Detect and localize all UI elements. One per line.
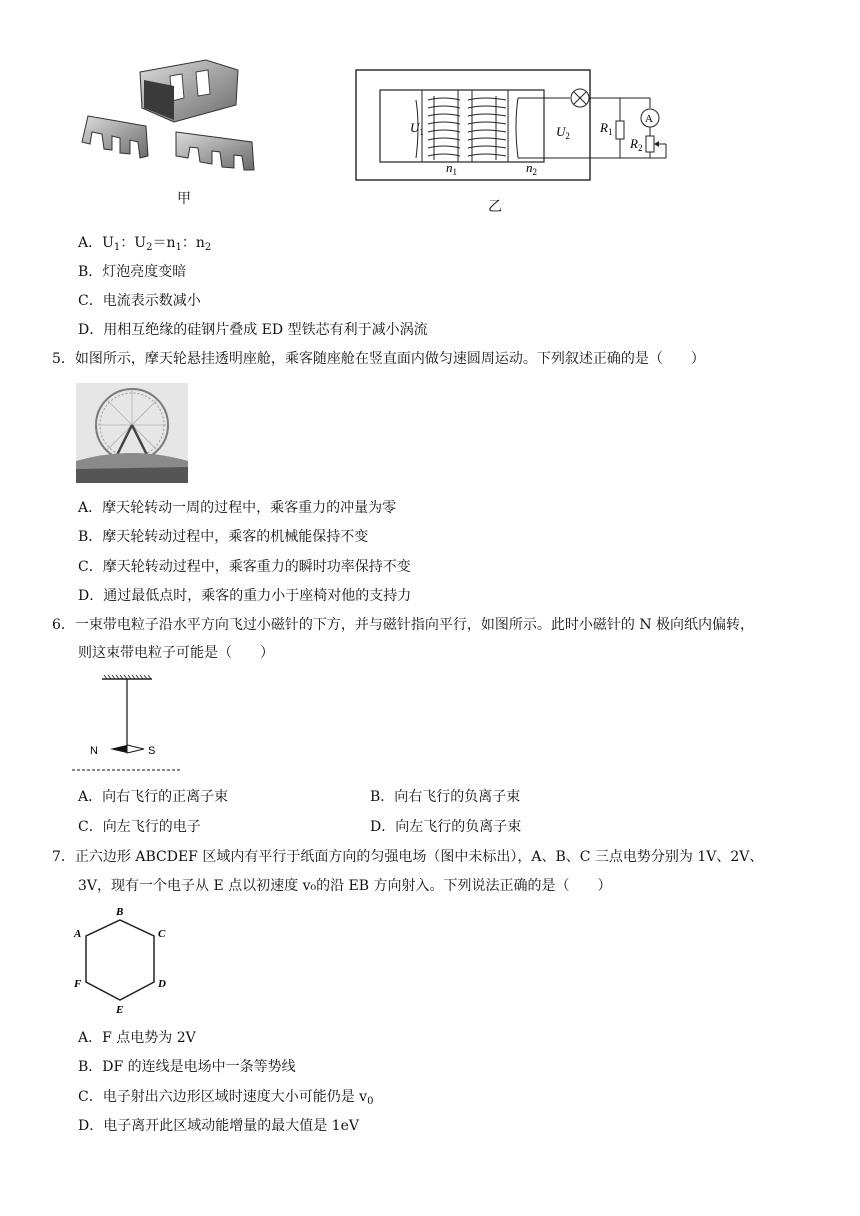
vertex-a: A [74,928,82,940]
q7-option-b: B．DF 的连线是电场中一条等势线 [78,1059,296,1075]
q4-option-d: D．用相互绝缘的硅钢片叠成 ED 型铁芯有利于减小涡流 [78,322,428,338]
vertex-b: B [116,906,124,918]
label-u1: $U_1$ [410,120,424,137]
label-n2: $n_2$ [526,160,537,177]
q7-option-c: C．电子射出六边形区域时速度大小可能仍是 $v_0$ [78,1089,374,1107]
q4-option-b: B．灯泡亮度变暗 [78,264,187,280]
q7-stem-line1: 7．正六边形 ABCDEF 区域内有平行于纸面方向的匀强电场（图中未标出），A、B、C 三点电势分别为 1V、2V、 [52,849,764,865]
figure-jia-caption: 甲 [177,191,191,207]
q5-option-c: C．摩天轮转动过程中，乘客重力的瞬时功率保持不变 [78,559,411,575]
q4-option-a: A．$U_1$：$U_2=n_1$：$n_2$ [78,235,212,253]
q5-option-a: A．摩天轮转动一周的过程中，乘客重力的冲量为零 [78,500,397,516]
vertex-f: F [74,978,82,990]
q5-option-b: B．摩天轮转动过程中，乘客的机械能保持不变 [78,529,369,545]
needle-n-label: N [90,745,98,757]
label-r2: $R_2$ [630,136,643,153]
q6-option-c: C．向左飞行的电子 [78,819,201,835]
q7-stem-line2: 3V，现有一个电子从 E 点以初速度 v₀的沿 EB 方向射入。下列说法正确的是（ ） [78,878,612,894]
vertex-c: C [158,928,166,940]
ferris-wheel-photo [76,383,188,483]
q7-option-a: A．F 点电势为 2V [78,1030,196,1046]
q6-option-d: D．向左飞行的负离子束 [370,819,522,835]
q5-option-d: D．通过最低点时，乘客的重力小于座椅对他的支持力 [78,588,412,604]
q6-option-a: A．向右飞行的正离子束 [78,789,229,805]
figure-yi-caption: 乙 [488,199,502,215]
q6-option-b: B．向右飞行的负离子束 [370,789,521,805]
transformer-core-photo [78,50,263,175]
q7-option-d: D．电子离开此区域动能增量的最大值是 1eV [78,1118,359,1134]
q6-stem-line1: 6．一束带电粒子沿水平方向飞过小磁针的下方，并与磁针指向平行，如图所示。此时小磁针的 N 极向纸内偏转， [52,617,755,633]
needle-s-label: S [148,745,156,757]
label-u2: $U_2$ [556,124,570,141]
magnetic-needle-diagram [70,675,185,775]
q5-stem: 5．如图所示，摩天轮悬挂透明座舱，乘客随座舱在竖直面内做匀速圆周运动。下列叙述正确的是（ ） [52,351,705,367]
q4-option-c: C．电流表示数减小 [78,293,201,309]
vertex-e: E [116,1004,124,1016]
label-n1: $n_1$ [446,160,457,177]
q6-stem-line2: 则这束带电粒子可能是（ ） [78,645,274,661]
ammeter-label: A [645,113,653,125]
transformer-circuit-diagram [348,66,693,186]
hexagon-diagram [70,904,180,1016]
vertex-d: D [158,978,166,990]
label-r1: $R_1$ [600,120,613,137]
